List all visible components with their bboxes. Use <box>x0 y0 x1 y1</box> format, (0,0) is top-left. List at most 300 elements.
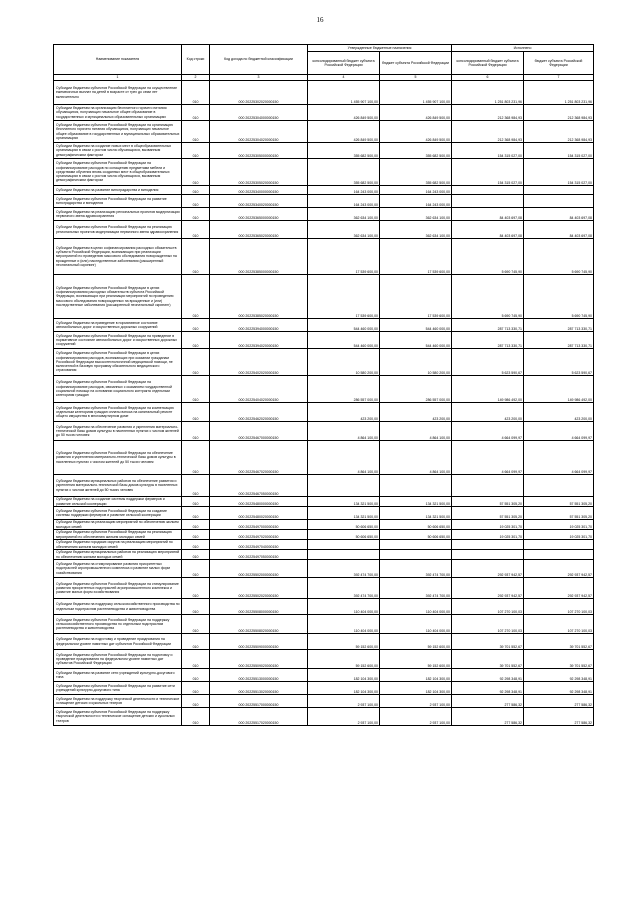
column-number: 6 <box>452 75 524 81</box>
approved-consolidated-value: 164 243 000,00 <box>308 195 380 208</box>
header-approved-group: Утвержденные бюджетные назначения <box>308 45 452 52</box>
executed-regional-value: 57 551 305,20 <box>524 507 594 520</box>
executed-regional-value <box>524 550 594 560</box>
row-code: 010 <box>182 186 210 195</box>
row-code: 010 <box>182 81 210 105</box>
executed-consolidated-value: 1 251 803 231,96 <box>452 81 524 105</box>
approved-regional-value: 164 243 000,00 <box>380 195 452 208</box>
row-code: 010 <box>182 275 210 319</box>
executed-consolidated-value: 19 025 301,70 <box>452 530 524 540</box>
row-name: Субсидии бюджетам субъектов Российской Федерации на поддержку творческой деятельности и техническое оснащение детских и кукольных театров <box>54 708 182 726</box>
approved-consolidated-value: 134 321 500,00 <box>308 497 380 507</box>
table-row <box>54 540 594 550</box>
row-name: Субсидии бюджетам на подготовку и проведение празднования на федеральном уровне памятных дат субъектов Российской Федерации <box>54 634 182 650</box>
executed-consolidated-value <box>452 540 524 550</box>
executed-regional-value: 277 586,32 <box>524 695 594 708</box>
executed-consolidated-value: 287 713 330,71 <box>452 319 524 332</box>
row-kbk: 000 20225502020000150 <box>210 578 308 599</box>
table-row <box>54 105 594 121</box>
table-row <box>54 497 594 507</box>
table-row <box>54 349 594 376</box>
executed-consolidated-value: 212 368 984,93 <box>452 105 524 121</box>
row-kbk: 000 20225467000000150 <box>210 422 308 441</box>
approved-regional-value: 4 864 100,00 <box>380 422 452 441</box>
executed-regional-value: 287 713 330,71 <box>524 319 594 332</box>
executed-consolidated-value <box>452 186 524 195</box>
approved-consolidated-value: 50 606 650,00 <box>308 520 380 530</box>
row-kbk: 000 20225509000000150 <box>210 634 308 650</box>
executed-regional-value: 57 551 305,20 <box>524 497 594 507</box>
table-row <box>54 221 594 239</box>
executed-regional-value: 5 623 590,67 <box>524 349 594 376</box>
approved-consolidated-value: 17 539 600,00 <box>308 239 380 275</box>
approved-regional-value: 10 580 200,00 <box>380 349 452 376</box>
approved-consolidated-value <box>308 540 380 550</box>
column-number: 2 <box>182 75 210 81</box>
row-name: Субсидии бюджетам субъектов Российской Федерации на создание системы поддержки фермеров и развитие сельской кооперации <box>54 507 182 520</box>
row-kbk: 000 20225394000000150 <box>210 319 308 332</box>
row-name: Субсидии бюджетам субъектов Российской Федерации на реализацию мероприятий по обеспечению жильем молодых семей <box>54 530 182 540</box>
executed-regional-value: 92 298 348,91 <box>524 682 594 695</box>
row-name: Субсидии бюджетам на обеспечение развития и укрепления материально-технической базы домов культуры в населенных пунктах с числом жителей до 50 тысяч человек <box>54 422 182 441</box>
row-code: 010 <box>182 221 210 239</box>
executed-regional-value: 212 368 984,93 <box>524 105 594 121</box>
executed-consolidated-value: 277 586,32 <box>452 708 524 726</box>
table-row <box>54 81 594 105</box>
row-kbk: 000 20225304000000150 <box>210 105 308 121</box>
table-row <box>54 319 594 332</box>
executed-consolidated-value: 154 315 027,00 <box>452 159 524 186</box>
row-name: Субсидии бюджетам на реализацию мероприятий по обеспечению жильем молодых семей <box>54 520 182 530</box>
row-kbk: 000 20225480020000150 <box>210 507 308 520</box>
approved-consolidated-value <box>308 475 380 497</box>
approved-consolidated-value: 362 634 100,00 <box>308 208 380 221</box>
row-code: 010 <box>182 695 210 708</box>
row-name: Субсидии бюджетам субъектов Российской Федерации на софинансирование расходов по оснащению предметами мебели и средствами обучения вновь созданных мест в общеобразовательных организациях в связи с ростом числа обучающихся, вызванным демографическим фактором <box>54 159 182 186</box>
approved-regional-value: 1 455 907 100,00 <box>380 81 452 105</box>
row-code: 010 <box>182 121 210 143</box>
row-kbk: 000 20225462020000150 <box>210 403 308 422</box>
row-name: Субсидии бюджетам субъектов Российской Федерации в целях софинансирования расходов, возникающих при оказании гражданам Российской Федерации высокотехнологичной медицинской помощи, не включенной в базовую программу обязательного медицинского страхования <box>54 349 182 376</box>
row-name: Субсидии бюджетам на организацию бесплатного горячего питания обучающихся, получающих начальное общее образование в государственных и муниципальных образовательных организациях <box>54 105 182 121</box>
header-code: Код строки <box>182 45 210 75</box>
executed-consolidated-value <box>452 475 524 497</box>
executed-regional-value: 92 298 348,91 <box>524 669 594 682</box>
approved-consolidated-value: 182 104 300,00 <box>308 682 380 695</box>
executed-consolidated-value <box>452 195 524 208</box>
executed-consolidated-value: 84 403 697,08 <box>452 208 524 221</box>
row-kbk: 000 20225497020000150 <box>210 530 308 540</box>
approved-consolidated-value: 182 104 300,00 <box>308 669 380 682</box>
approved-regional-value: 134 321 500,00 <box>380 507 452 520</box>
executed-consolidated-value: 5 690 745,90 <box>452 239 524 275</box>
row-kbk: 000 20225302020000150 <box>210 81 308 105</box>
row-name: Субсидии бюджетам субъектов Российской Федерации на поддержку сельскохозяйственного производства по отдельным подотраслям растениеводства и животноводства <box>54 615 182 634</box>
table-row <box>54 275 594 319</box>
table-row <box>54 650 594 669</box>
row-name: Субсидии бюджетам на реализацию региональных проектов модернизации первичного звена здравоохранения <box>54 208 182 221</box>
row-name: Субсидии бюджетам муниципальных районов на обеспечение развития и укрепления материально-технической базы домов культуры в населенных пунктах с числом жителей до 50 тысяч человек <box>54 475 182 497</box>
row-kbk: 000 20225517000000150 <box>210 695 308 708</box>
executed-regional-value: 287 713 330,71 <box>524 332 594 349</box>
row-code: 010 <box>182 540 210 550</box>
approved-regional-value: 164 243 000,00 <box>380 186 452 195</box>
approved-consolidated-value: 17 539 600,00 <box>308 275 380 319</box>
table-row <box>54 695 594 708</box>
approved-regional-value: 362 634 100,00 <box>380 221 452 239</box>
approved-consolidated-value: 164 243 000,00 <box>308 186 380 195</box>
table-row <box>54 159 594 186</box>
approved-consolidated-value: 362 634 100,00 <box>308 221 380 239</box>
row-kbk: 000 20225502000000150 <box>210 560 308 578</box>
row-kbk: 000 20225497050000150 <box>210 550 308 560</box>
table-row <box>54 143 594 159</box>
header-executed-regional: бюджет субъекта Российской Федерации <box>524 52 594 75</box>
row-kbk: 000 20225497000000150 <box>210 520 308 530</box>
row-code: 010 <box>182 475 210 497</box>
table-row <box>54 186 594 195</box>
executed-regional-value: 107 270 100,03 <box>524 599 594 615</box>
approved-consolidated-value: 50 606 650,00 <box>308 530 380 540</box>
row-code: 010 <box>182 530 210 540</box>
table-row <box>54 560 594 578</box>
row-kbk: 000 20225394020000150 <box>210 332 308 349</box>
table-row <box>54 239 594 275</box>
executed-regional-value: 5 690 745,90 <box>524 275 594 319</box>
approved-regional-value: 17 539 600,00 <box>380 239 452 275</box>
header-approved-consolidated: консолидированный бюджет субъекта Российской Федерации <box>308 52 380 75</box>
approved-consolidated-value: 286 557 000,00 <box>308 376 380 403</box>
row-name: Субсидии бюджетам на создание новых мест в общеобразовательных организациях в связи с ростом числа обучающихся, вызванным демографическим фактором <box>54 143 182 159</box>
executed-consolidated-value: 57 551 305,20 <box>452 497 524 507</box>
approved-consolidated-value <box>308 550 380 560</box>
approved-consolidated-value: 4 864 100,00 <box>308 441 380 475</box>
row-name: Субсидии бюджетам субъектов Российской Федерации на развитие виноградарства и виноделия <box>54 195 182 208</box>
executed-consolidated-value: 277 586,32 <box>452 695 524 708</box>
executed-consolidated-value: 92 298 348,91 <box>452 669 524 682</box>
approved-consolidated-value: 2 937 100,00 <box>308 708 380 726</box>
row-code: 010 <box>182 520 210 530</box>
executed-consolidated-value: 292 937 942,57 <box>452 560 524 578</box>
approved-consolidated-value: 2 937 100,00 <box>308 695 380 708</box>
header-name: Наименование показателя <box>54 45 182 75</box>
row-code: 010 <box>182 195 210 208</box>
approved-consolidated-value: 1 455 907 100,00 <box>308 81 380 105</box>
header-approved-regional: бюджет субъекта Российской Федерации <box>380 52 452 75</box>
executed-consolidated-value: 57 551 305,20 <box>452 507 524 520</box>
approved-consolidated-value: 426 849 500,00 <box>308 105 380 121</box>
row-name: Субсидии бюджетам субъектов Российской Федерации на развитие сети учреждений культурно-досугового типа <box>54 682 182 695</box>
row-name: Субсидии бюджетам на развитие виноградарства и виноделия <box>54 186 182 195</box>
approved-regional-value: 544 460 000,00 <box>380 332 452 349</box>
row-kbk: 000 20225508020000150 <box>210 615 308 634</box>
row-name: Субсидии бюджетам в целях софинансирования расходных обязательств субъекта Российской Федерации, возникающих при реализации мероприятий по проведению массового обследования новорожденных на врожденные и (или) наследственные заболевания (расширенный неонатальный скрининг) <box>54 239 182 275</box>
table-row <box>54 578 594 599</box>
budget-report-sheet <box>53 44 593 726</box>
approved-regional-value <box>380 540 452 550</box>
executed-consolidated-value: 39 701 552,67 <box>452 634 524 650</box>
executed-consolidated-value: 212 368 984,93 <box>452 121 524 143</box>
table-row <box>54 422 594 441</box>
executed-consolidated-value: 5 623 590,67 <box>452 349 524 376</box>
approved-regional-value: 423 200,00 <box>380 403 452 422</box>
approved-consolidated-value: 59 152 600,00 <box>308 634 380 650</box>
approved-consolidated-value: 59 152 600,00 <box>308 650 380 669</box>
approved-regional-value: 362 634 100,00 <box>380 208 452 221</box>
table-row <box>54 599 594 615</box>
executed-consolidated-value <box>452 550 524 560</box>
row-name: Субсидии бюджетам на поддержку творческой деятельности и техническое оснащение детских и кукольных театров <box>54 695 182 708</box>
row-kbk: 000 20225305020000150 <box>210 159 308 186</box>
executed-regional-value: 212 368 984,93 <box>524 121 594 143</box>
table-row <box>54 708 594 726</box>
row-code: 010 <box>182 422 210 441</box>
approved-consolidated-value: 134 321 500,00 <box>308 507 380 520</box>
table-row <box>54 441 594 475</box>
executed-consolidated-value: 107 270 100,03 <box>452 615 524 634</box>
executed-regional-value: 19 025 301,70 <box>524 530 594 540</box>
approved-regional-value: 134 321 500,00 <box>380 497 452 507</box>
row-kbk: 000 20225365020000150 <box>210 221 308 239</box>
header-executed-group: Исполнено <box>452 45 594 52</box>
approved-regional-value: 182 104 300,00 <box>380 669 452 682</box>
approved-consolidated-value: 392 474 700,00 <box>308 560 380 578</box>
executed-consolidated-value: 19 025 301,70 <box>452 520 524 530</box>
approved-regional-value: 59 152 600,00 <box>380 634 452 650</box>
row-code: 010 <box>182 208 210 221</box>
table-row <box>54 669 594 682</box>
executed-regional-value: 154 315 027,00 <box>524 159 594 186</box>
approved-regional-value: 392 474 700,00 <box>380 560 452 578</box>
column-number: 1 <box>54 75 182 81</box>
executed-consolidated-value: 107 270 100,03 <box>452 599 524 615</box>
approved-regional-value: 426 849 500,00 <box>380 121 452 143</box>
executed-consolidated-value: 39 701 552,67 <box>452 650 524 669</box>
executed-consolidated-value: 4 664 099,97 <box>452 422 524 441</box>
row-kbk: 000 20225304020000150 <box>210 121 308 143</box>
table-row <box>54 121 594 143</box>
executed-regional-value: 292 937 942,57 <box>524 578 594 599</box>
table-body <box>54 81 594 726</box>
row-kbk: 000 20225365000000150 <box>210 208 308 221</box>
approved-regional-value: 50 606 650,00 <box>380 530 452 540</box>
row-name: Субсидии бюджетам субъектов Российской Федерации на подготовку и проведение празднования на федеральном уровне памятных дат субъектов Российской Федерации <box>54 650 182 669</box>
header-kbk: Код дохода по бюджетной классификации <box>210 45 308 75</box>
row-name: Субсидии бюджетам субъектов Российской Федерации на организацию бесплатного горячего питания обучающихся, получающих начальное общее образование в государственных и муниципальных образовательных организациях <box>54 121 182 143</box>
executed-consolidated-value: 154 315 027,00 <box>452 143 524 159</box>
executed-regional-value <box>524 195 594 208</box>
column-number: 5 <box>380 75 452 81</box>
row-name: Субсидии бюджетам городских округов на реализацию мероприятий по обеспечению жильем молодых семей <box>54 540 182 550</box>
row-code: 010 <box>182 615 210 634</box>
row-name: Субсидии бюджетам субъектов Российской Федерации на стимулирование развития приоритетных подотраслей агропромышленного комплекса и развитие малых форм хозяйствования <box>54 578 182 599</box>
row-code: 010 <box>182 441 210 475</box>
executed-consolidated-value: 292 937 942,57 <box>452 578 524 599</box>
approved-consolidated-value: 355 682 500,00 <box>308 159 380 186</box>
row-kbk: 000 20225402020000150 <box>210 349 308 376</box>
row-name: Субсидии бюджетам на поддержку сельскохозяйственного производства по отдельным подотраслям растениеводства и животноводства <box>54 599 182 615</box>
approved-regional-value: 2 937 100,00 <box>380 695 452 708</box>
approved-regional-value: 286 557 000,00 <box>380 376 452 403</box>
approved-consolidated-value: 110 404 000,00 <box>308 615 380 634</box>
approved-regional-value: 2 937 100,00 <box>380 708 452 726</box>
approved-regional-value: 182 104 300,00 <box>380 682 452 695</box>
executed-regional-value: 19 025 301,70 <box>524 520 594 530</box>
column-number: 7 <box>524 75 594 81</box>
row-kbk: 000 20225385020000150 <box>210 275 308 319</box>
approved-consolidated-value: 110 404 000,00 <box>308 599 380 615</box>
approved-regional-value: 426 849 500,00 <box>380 105 452 121</box>
approved-consolidated-value: 423 200,00 <box>308 403 380 422</box>
approved-regional-value: 59 152 600,00 <box>380 650 452 669</box>
row-code: 010 <box>182 550 210 560</box>
row-kbk: 000 20225467020000150 <box>210 441 308 475</box>
row-name: Субсидии бюджетам субъектов Российской Федерации на компенсацию отдельным категориям граждан оплаты взноса на капитальный ремонт общего имущества в многоквартирном доме <box>54 403 182 422</box>
approved-regional-value: 110 404 000,00 <box>380 599 452 615</box>
executed-regional-value: 84 403 697,08 <box>524 221 594 239</box>
row-code: 010 <box>182 239 210 275</box>
row-kbk: 000 20225340020000150 <box>210 195 308 208</box>
table-row <box>54 208 594 221</box>
row-name: Субсидии бюджетам субъектов Российской Федерации в целях софинансирования расходных обязательств субъекта Российской Федерации, возникающих при реализации мероприятий по проведению массового обследования новорожденных на врожденные и (или) наследственные заболевания (расширенный неонатальный скрининг) <box>54 275 182 319</box>
executed-regional-value: 1 251 803 231,96 <box>524 81 594 105</box>
executed-consolidated-value: 5 690 745,90 <box>452 275 524 319</box>
row-code: 010 <box>182 376 210 403</box>
row-name: Субсидии бюджетам субъектов Российской Федерации на осуществление ежемесячных выплат на детей в возрасте от трех до семи лет включительно <box>54 81 182 105</box>
row-code: 010 <box>182 403 210 422</box>
executed-consolidated-value: 84 403 697,08 <box>452 221 524 239</box>
budget-execution-table <box>53 44 594 726</box>
row-kbk: 000 20225508000000150 <box>210 599 308 615</box>
executed-regional-value: 292 937 942,57 <box>524 560 594 578</box>
approved-regional-value: 17 539 600,00 <box>380 275 452 319</box>
executed-regional-value <box>524 186 594 195</box>
approved-regional-value: 50 606 650,00 <box>380 520 452 530</box>
header-executed-consolidated: консолидированный бюджет субъекта Российской Федерации <box>452 52 524 75</box>
row-kbk: 000 20225404020000150 <box>210 376 308 403</box>
row-kbk: 000 20225305000000150 <box>210 143 308 159</box>
row-kbk: 000 20225480000000150 <box>210 497 308 507</box>
row-name: Субсидии бюджетам на стимулирование развития приоритетных подотраслей агропромышленного комплекса и развитие малых форм хозяйствования <box>54 560 182 578</box>
header-row-groups <box>54 45 594 52</box>
executed-consolidated-value: 287 713 330,71 <box>452 332 524 349</box>
row-kbk: 000 20225513020000150 <box>210 682 308 695</box>
table-row <box>54 332 594 349</box>
row-name: Субсидии бюджетам субъектов Российской Федерации на реализацию региональных проектов модернизации первичного звена здравоохранения <box>54 221 182 239</box>
approved-consolidated-value: 426 849 500,00 <box>308 121 380 143</box>
table-row <box>54 376 594 403</box>
row-kbk: 000 20225509020000150 <box>210 650 308 669</box>
approved-regional-value: 544 460 000,00 <box>380 319 452 332</box>
approved-consolidated-value: 544 460 000,00 <box>308 332 380 349</box>
executed-consolidated-value: 423 200,00 <box>452 403 524 422</box>
row-code: 010 <box>182 105 210 121</box>
approved-consolidated-value: 355 682 500,00 <box>308 143 380 159</box>
executed-regional-value: 5 690 745,90 <box>524 239 594 275</box>
row-name: Субсидии бюджетам на приведение в нормативное состояние автомобильных дорог и искусственных дорожных сооружений <box>54 319 182 332</box>
table-row <box>54 403 594 422</box>
approved-regional-value <box>380 550 452 560</box>
executed-regional-value: 154 315 027,00 <box>524 143 594 159</box>
column-number: 3 <box>210 75 308 81</box>
row-name: Субсидии бюджетам муниципальных районов на реализацию мероприятий по обеспечению жильем молодых семей <box>54 550 182 560</box>
approved-regional-value: 355 682 500,00 <box>380 159 452 186</box>
row-code: 010 <box>182 507 210 520</box>
row-code: 010 <box>182 319 210 332</box>
row-name: Субсидии бюджетам на развитие сети учреждений культурно-досугового типа <box>54 669 182 682</box>
row-kbk: 000 20225385000000150 <box>210 239 308 275</box>
approved-consolidated-value: 392 474 700,00 <box>308 578 380 599</box>
executed-consolidated-value: 4 664 099,97 <box>452 441 524 475</box>
row-kbk: 000 20225513000000150 <box>210 669 308 682</box>
approved-consolidated-value: 4 864 100,00 <box>308 422 380 441</box>
executed-regional-value: 277 586,32 <box>524 708 594 726</box>
row-name: Субсидии бюджетам субъектов Российской Федерации на обеспечение развития и укрепления материально-технической базы домов культуры в населенных пунктах с числом жителей до 50 тысяч человек <box>54 441 182 475</box>
row-kbk: 000 20225340000000150 <box>210 186 308 195</box>
table-row <box>54 682 594 695</box>
executed-regional-value: 39 701 552,67 <box>524 634 594 650</box>
approved-consolidated-value: 10 580 200,00 <box>308 349 380 376</box>
executed-regional-value: 39 701 552,67 <box>524 650 594 669</box>
row-code: 010 <box>182 143 210 159</box>
page-number: 16 <box>316 16 324 24</box>
row-name: Субсидии бюджетам на создание системы поддержки фермеров и развитие сельской кооперации <box>54 497 182 507</box>
row-kbk: 000 20225467050000150 <box>210 475 308 497</box>
executed-consolidated-value: 149 986 492,00 <box>452 376 524 403</box>
table-row <box>54 550 594 560</box>
executed-regional-value: 4 664 099,97 <box>524 422 594 441</box>
row-code: 010 <box>182 159 210 186</box>
table-row <box>54 475 594 497</box>
row-code: 010 <box>182 599 210 615</box>
approved-regional-value: 4 864 100,00 <box>380 441 452 475</box>
row-code: 010 <box>182 708 210 726</box>
row-code: 010 <box>182 634 210 650</box>
row-code: 010 <box>182 578 210 599</box>
table-row <box>54 520 594 530</box>
approved-regional-value: 392 474 700,00 <box>380 578 452 599</box>
row-code: 010 <box>182 682 210 695</box>
executed-regional-value: 4 664 099,97 <box>524 441 594 475</box>
table-row <box>54 530 594 540</box>
table-row <box>54 615 594 634</box>
executed-regional-value: 107 270 100,03 <box>524 615 594 634</box>
approved-consolidated-value: 544 460 000,00 <box>308 319 380 332</box>
row-code: 010 <box>182 497 210 507</box>
row-code: 010 <box>182 669 210 682</box>
executed-regional-value <box>524 475 594 497</box>
table-row <box>54 634 594 650</box>
row-name: Субсидии бюджетам субъектов Российской Федерации на софинансирование расходов, связанных с оказанием государственной социальной помощи на основании социального контракта отдельным категориям граждан <box>54 376 182 403</box>
row-code: 010 <box>182 560 210 578</box>
row-kbk: 000 20225517020000150 <box>210 708 308 726</box>
table-row <box>54 195 594 208</box>
approved-regional-value: 355 682 500,00 <box>380 143 452 159</box>
executed-consolidated-value: 92 298 348,91 <box>452 682 524 695</box>
row-code: 010 <box>182 650 210 669</box>
row-name: Субсидии бюджетам субъектов Российской Федерации на приведение в нормативное состояние автомобильных дорог и искусственных дорожных сооружений <box>54 332 182 349</box>
executed-regional-value <box>524 540 594 550</box>
approved-regional-value: 110 404 000,00 <box>380 615 452 634</box>
row-code: 010 <box>182 349 210 376</box>
executed-regional-value: 149 986 492,00 <box>524 376 594 403</box>
row-kbk: 000 20225497040000150 <box>210 540 308 550</box>
executed-regional-value: 423 200,00 <box>524 403 594 422</box>
column-number: 4 <box>308 75 380 81</box>
table-row <box>54 507 594 520</box>
executed-regional-value: 84 403 697,08 <box>524 208 594 221</box>
row-code: 010 <box>182 332 210 349</box>
